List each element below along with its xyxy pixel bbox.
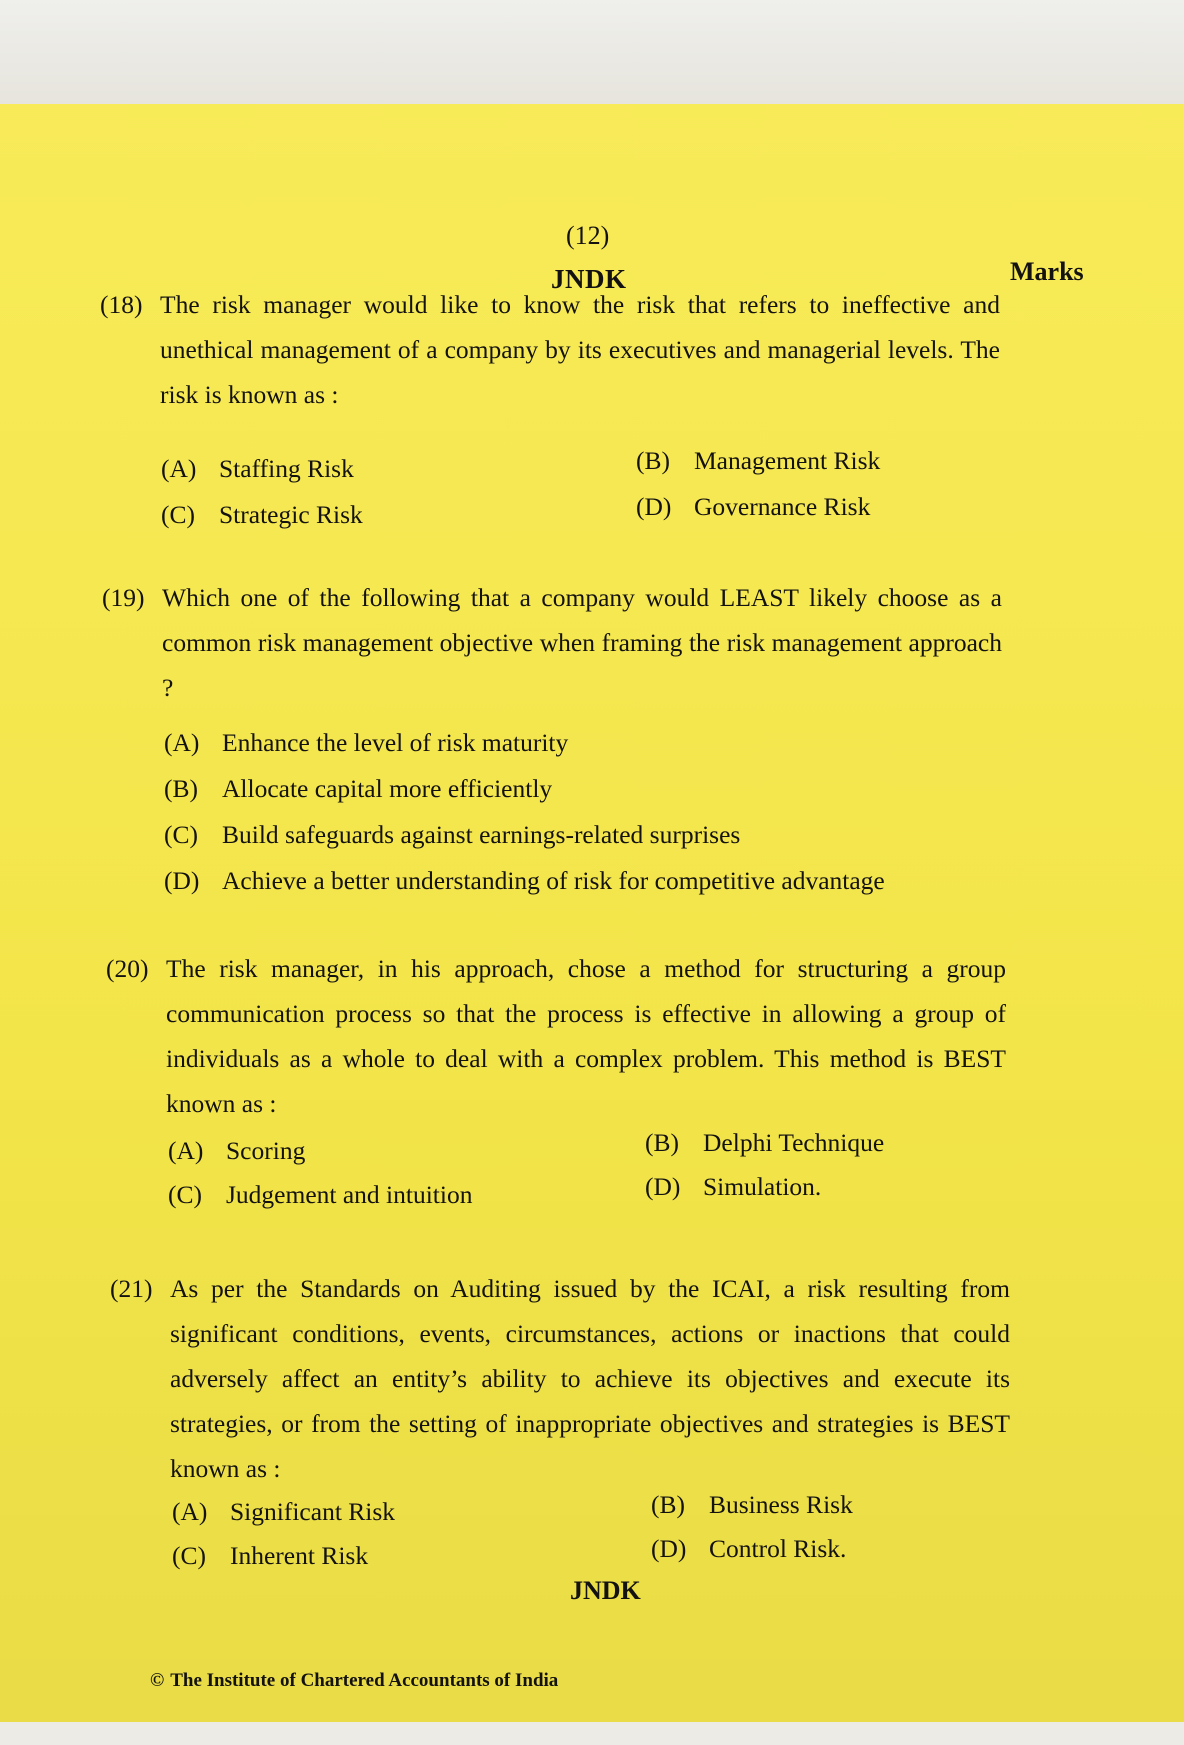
option-label: (A): [172, 1497, 208, 1526]
copyright-symbol: ©: [150, 1670, 165, 1691]
option-label: (D): [636, 492, 672, 521]
option-label: (B): [645, 1128, 679, 1157]
question-number: (18): [100, 290, 143, 319]
option-d: [636, 492, 870, 522]
option-text: Simulation.: [703, 1172, 822, 1201]
scan-bottom-margin: [0, 1722, 1184, 1745]
option-a: [172, 1497, 395, 1527]
option-text: Build safeguards against earnings-related surprises: [222, 820, 741, 849]
option-text: Strategic Risk: [219, 500, 363, 529]
option-text: Control Risk.: [709, 1534, 847, 1563]
copyright-notice: [150, 1670, 558, 1692]
question-19: [102, 575, 1002, 715]
option-label: (D): [645, 1172, 681, 1201]
question-20: [106, 946, 1006, 1131]
option-c: [168, 1180, 472, 1210]
question-text: The risk manager, in his approach, chose a method for structuring a group communication process so that the process is effective in allowing a group of individuals as a whole to deal with a complex problem. This method is BEST known as :: [166, 954, 1006, 1118]
option-d: [645, 1172, 821, 1202]
option-text: Management Risk: [694, 446, 881, 475]
option-d: [651, 1534, 846, 1564]
option-b: [651, 1490, 853, 1520]
option-text: Governance Risk: [694, 492, 871, 521]
question-number: (20): [106, 954, 149, 983]
question-text: The risk manager would like to know the risk that refers to ineffective and unethical management of a company by its executives and managerial levels. The risk is known as :: [160, 290, 1000, 409]
option-text: Staffing Risk: [219, 454, 354, 483]
paper-code-header: JNDK: [551, 264, 627, 294]
question-text: Which one of the following that a company would LEAST likely choose as a common risk management objective when framing the risk management approach ?: [162, 583, 1002, 702]
option-label: (A): [161, 454, 197, 483]
question-text: As per the Standards on Auditing issued by the ICAI, a risk resulting from significant conditions, events, circumstances, actions or inactions that could adversely affect an entity’s ability to achieve its objectives and execute its strategies, or from the setting of inappropriate objectives and strategies is BEST known as :: [170, 1274, 1010, 1483]
option-b: [645, 1128, 884, 1158]
question-21: [110, 1266, 1010, 1496]
option-label: (C): [168, 1180, 202, 1209]
page-number: (12): [566, 221, 610, 250]
option-text: Significant Risk: [230, 1497, 396, 1526]
option-label: (D): [164, 866, 200, 895]
option-label: (A): [164, 728, 200, 757]
option-label: (B): [651, 1490, 685, 1519]
option-text: Scoring: [226, 1136, 306, 1165]
option-a: [164, 728, 568, 758]
option-b: [636, 446, 880, 476]
marks-column-label: Marks: [1010, 257, 1084, 286]
option-text: Inherent Risk: [230, 1541, 369, 1570]
option-c: [172, 1541, 368, 1571]
paper-code-footer: JNDK: [570, 1576, 641, 1605]
option-c: [161, 500, 363, 530]
option-text: Achieve a better understanding of risk for competitive advantage: [222, 866, 885, 895]
option-a: [168, 1136, 305, 1166]
option-label: (C): [164, 820, 198, 849]
option-label: (A): [168, 1136, 204, 1165]
option-text: Enhance the level of risk maturity: [222, 728, 569, 757]
option-label: (C): [161, 500, 195, 529]
question-number: (19): [102, 583, 145, 612]
option-d: [164, 866, 885, 896]
question-18: [100, 282, 1000, 422]
option-text: Business Risk: [709, 1490, 853, 1519]
option-label: (D): [651, 1534, 687, 1563]
copyright-text: The Institute of Chartered Accountants of India: [170, 1670, 559, 1691]
option-text: Allocate capital more efficiently: [222, 774, 553, 803]
question-number: (21): [110, 1274, 153, 1303]
option-label: (B): [636, 446, 670, 475]
option-a: [161, 454, 354, 484]
option-text: Delphi Technique: [703, 1128, 885, 1157]
option-c: [164, 820, 740, 850]
option-label: (C): [172, 1541, 206, 1570]
option-text: Judgement and intuition: [226, 1180, 473, 1209]
scan-top-margin: [0, 0, 1184, 108]
option-b: [164, 774, 552, 804]
exam-page: [0, 104, 1184, 1745]
option-label: (B): [164, 774, 198, 803]
